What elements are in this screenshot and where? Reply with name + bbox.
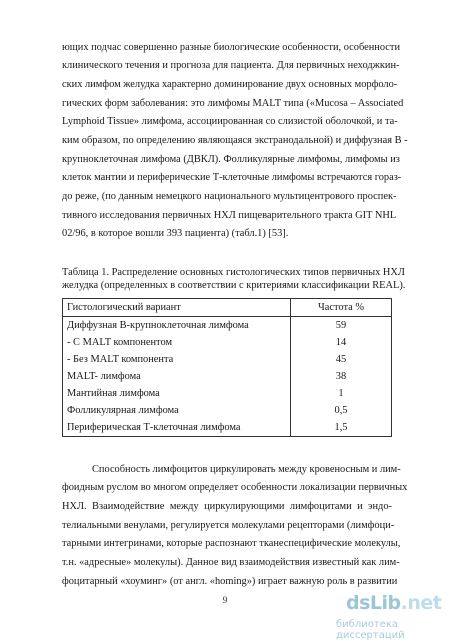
text-line: Способность лимфоцитов циркулировать между кровеносным и лим- [92, 464, 401, 475]
table-row [63, 419, 392, 437]
column-header: Гистологический вариант [63, 299, 291, 317]
table-row [63, 351, 392, 368]
table-row [63, 334, 392, 351]
text-line: клеток мантии и периферические Т-клеточные лимфомы встречаются горaз- [62, 172, 402, 183]
table-row [63, 385, 392, 402]
table-cell: 38 [291, 368, 392, 385]
table-row [63, 402, 392, 419]
table-cell: Фолликулярная лимфома [63, 402, 291, 419]
table-cell: 45 [291, 351, 392, 368]
text-line: клинического течения и прогноза для пациента. Для первичных неходжкин- [62, 60, 400, 71]
text-line: телиальными венулами, регулируется молекулами рецепторами (лимфоци- [62, 520, 395, 531]
watermark-site-name: dsLib [346, 592, 401, 614]
text-line: ким образом, по определению являющаяся экстранодальной) и диффузная В - [62, 135, 408, 146]
table-cell: 1 [291, 385, 392, 402]
text-line: гических форм заболевания: это лимфомы MALT типа («Mucosa – Associated [62, 98, 404, 109]
column-header: Частота % [291, 299, 392, 317]
table-cell: - Без MALT компонента [63, 351, 291, 368]
table-cell: 14 [291, 334, 392, 351]
text-line: 02/96, в которое вошли 393 пациента) (табл.1) [53]. [62, 228, 289, 239]
text-line: фоидным руслом во многом определяет особенности локализации первичных [62, 482, 408, 493]
table-cell: - С MALT компонентом [63, 334, 291, 351]
watermark-site-tld: .net [400, 592, 442, 614]
text-line: до реже, (по данным немецкого национального мультицентрового проспек- [62, 191, 397, 202]
text-line: тарными интегринами, которые распознают тканеспецифические молекулы, [62, 538, 401, 549]
caption-line: Таблица 1. Распределение основных гистологических типов первичных НХЛ [62, 267, 405, 278]
caption-line: желудка (определенных в соответствии с критериями классификации REAL). [62, 280, 406, 291]
page-number: 9 [222, 596, 228, 606]
table-cell: Мантийная лимфома [63, 385, 291, 402]
table-cell: MALT- лимфома [63, 368, 291, 385]
table-cell: Диффузная В-крупноклеточная лимфома [63, 317, 291, 335]
text-line: тивного исследования первичных НХЛ пищеварительного тракта GIT NHL [62, 210, 397, 221]
text-line: крупноклеточная лимфома (ДВКЛ). Фолликулярные лимфомы, лимфомы из [62, 154, 400, 165]
table-cell: Периферическая Т-клеточная лимфома [63, 419, 291, 437]
text-line: фоцитарный «хоуминг» (от англ. «homing») играет важную роль в развитии [62, 576, 398, 587]
text-line: т.н. «адресные» молекулы). Данное вид взаимодействия известный как лим- [62, 557, 400, 568]
text-line: НХЛ. Взаимодействие между циркулирующими лимфоцитами и эндо- [62, 501, 392, 512]
table-header-row [63, 299, 392, 317]
text-line: Lymphoid Tissue» лимфома, ассоциированная со слизистой оболочкой, и та- [62, 116, 398, 127]
watermark-subtitle: библиотека диссертаций [336, 619, 405, 641]
table-row [63, 317, 392, 335]
table-cell: 0,5 [291, 402, 392, 419]
text-line: ющих подчас совершенно разные биологические особенности, особенности [62, 42, 401, 53]
histology-table [62, 298, 392, 437]
table-cell: 1,5 [291, 419, 392, 437]
text-line: ских лимфом желудка характерно доминирование двух основных морфоло- [62, 79, 398, 90]
watermark-logo [346, 592, 441, 614]
table-cell: 59 [291, 317, 392, 335]
table-row [63, 368, 392, 385]
